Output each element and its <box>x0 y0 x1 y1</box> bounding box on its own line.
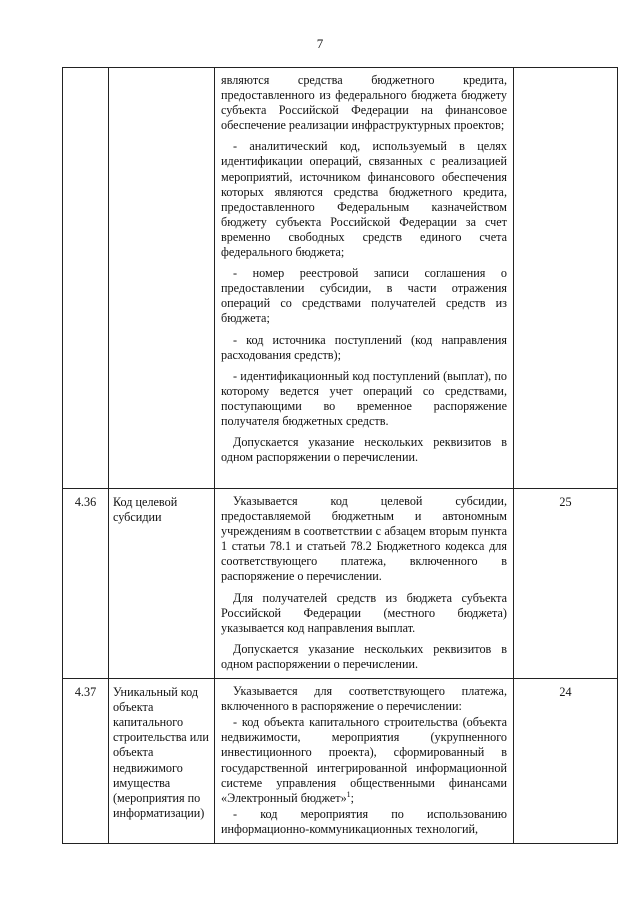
row-description <box>215 489 514 679</box>
table-row <box>63 68 618 489</box>
description-paragraph: являются средства бюджетного кредита, предоставленного из федерального бюджета бюджету субъекта Российской Федерации на финансовое обеспечение реализации инфраструктурных проектов; <box>221 73 507 133</box>
row-length <box>514 68 618 489</box>
description-paragraph: Допускается указание нескольких реквизитов в одном распоряжении о перечислении. <box>221 641 507 671</box>
description-paragraph: Допускается указание нескольких реквизитов в одном распоряжении о перечислении. <box>221 435 507 465</box>
row-name: Код целевой субсидии <box>109 489 215 679</box>
row-length: 24 <box>514 679 618 844</box>
description-paragraph: - аналитический код, используемый в целях идентификации операций, связанных с реализацией мероприятий, источником финансового обеспечения которых являются средства бюджетного кредита, предоставленного Федеральным казначейством бюджету субъекта Российской Федерации за счет временно свободных средств единого счета федерального бюджета; <box>221 139 507 260</box>
row-number: 4.37 <box>63 679 109 844</box>
footnote-suffix: ; <box>350 790 355 805</box>
description-paragraph: Указывается для соответствующего платежа, включенного в распоряжение о перечислении: <box>221 684 507 714</box>
description-paragraph: Для получателей средств из бюджета субъекта Российской Федерации (местного бюджета) указывается код направления выплат. <box>221 590 507 635</box>
row-description <box>215 68 514 489</box>
footnote-mark: 1 <box>346 789 351 799</box>
row-length: 25 <box>514 489 618 679</box>
page-number: 7 <box>316 36 324 51</box>
row-name: Уникальный код объекта капитального строительства или объекта недвижимого имущества (мероприятия по информатизации) <box>109 679 215 844</box>
row-number: 4.36 <box>63 489 109 679</box>
table-row <box>63 679 618 844</box>
description-text: - код объекта капитального строительства (объекта недвижимости, мероприятия (укрупненного инвестиционного проекта), сформированный в государственной интегрированной информационной системе управления общественными финансами «Электронный бюджет» <box>221 715 507 805</box>
description-paragraph: - идентификационный код поступлений (выплат), по которому ведется учет операций со средствами, поступающими во временное распоряжение получателя бюджетных средств. <box>221 368 507 428</box>
description-paragraph: Указывается код целевой субсидии, предоставляемой бюджетным и автономным учреждениям в соответствии с абзацем вторым пункта 1 статьи 78.1 и статьей 78.2 Бюджетного кодекса для соответствующего платежа, включенного в распоряжение о перечислении. <box>221 494 507 584</box>
row-description <box>215 679 514 844</box>
row-number <box>63 68 109 489</box>
description-paragraph <box>221 715 507 806</box>
description-paragraph: - код мероприятия по использованию информационно-коммуникационных технологий, <box>221 806 507 836</box>
description-paragraph: - номер реестровой записи соглашения о предоставлении субсидии, в части отражения операций со средствами получателей средств из бюджета; <box>221 266 507 326</box>
requisites-table <box>62 67 618 844</box>
description-paragraph: - код источника поступлений (код направления расходования средств); <box>221 332 507 362</box>
table-row <box>63 489 618 679</box>
row-name <box>109 68 215 489</box>
